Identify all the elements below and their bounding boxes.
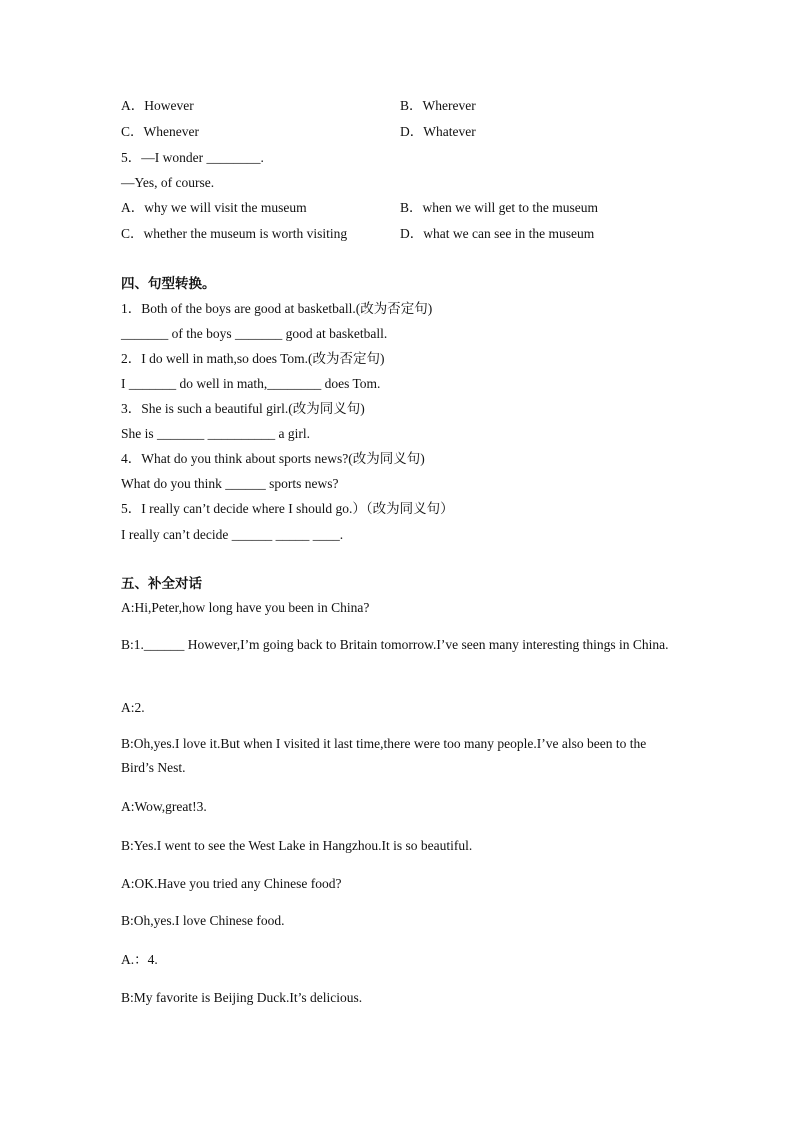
s4-item-3: 3．She is such a beautiful girl.(改为同义句) [121,401,365,416]
dialog-line-4: B:Oh,yes.I love it.But when I visited it last time,there were too many people.I’ve also been to the Bird’s Nest. [121,736,647,775]
q5-option-a: A．why we will visit the museum [121,200,307,215]
s4-item-5: 5．I really can’t decide where I should go.）（改为同义句） [121,501,454,516]
q5-reply: —Yes, of course. [121,175,215,190]
dialog-line-8: B:Oh,yes.I love Chinese food. [121,913,285,928]
dialog-line-2: B:1.______ However,I’m going back to Britain tomorrow.I’ve seen many interesting things in China. [121,637,669,652]
q4-option-b: B．Wherever [400,98,476,113]
dialog-line-10: B:My favorite is Beijing Duck.It’s delicious. [121,990,363,1005]
q5-option-c: C．whether the museum is worth visiting [121,226,348,241]
dialog-line-9: A.：4. [121,952,158,967]
dialog-line-5: A:Wow,great!3. [121,799,207,814]
dialog-line-3: A:2. [121,700,145,715]
s4-answer-2: I _______ do well in math,________ does Tom. [121,376,381,391]
s4-item-2: 2．I do well in math,so does Tom.(改为否定句) [121,351,385,366]
q4-option-a: A．However [121,98,194,113]
s4-answer-4: What do you think ______ sports news? [121,476,339,491]
q4-option-c: C．Whenever [121,124,199,139]
q4-option-d: D．Whatever [400,124,476,139]
s4-answer-3: She is _______ __________ a girl. [121,426,310,441]
dialog-line-7: A:OK.Have you tried any Chinese food? [121,876,342,891]
q5-option-d: D．what we can see in the museum [400,226,595,241]
section4-title: 四、句型转换。 [121,276,216,292]
dialog-line-6: B:Yes.I went to see the West Lake in Hangzhou.It is so beautiful. [121,838,473,853]
s4-item-1: 1．Both of the boys are good at basketball.(改为否定句) [121,301,433,316]
q5-stem: 5．—I wonder ________. [121,150,264,165]
dialog-line-1: A:Hi,Peter,how long have you been in China? [121,600,370,615]
q5-option-b: B．when we will get to the museum [400,200,598,215]
s4-item-4: 4．What do you think about sports news?(改为同义句) [121,451,425,466]
section5-title: 五、补全对话 [121,576,202,592]
s4-answer-5: I really can’t decide ______ _____ ____. [121,527,344,542]
s4-answer-1: _______ of the boys _______ good at basketball. [121,326,388,341]
